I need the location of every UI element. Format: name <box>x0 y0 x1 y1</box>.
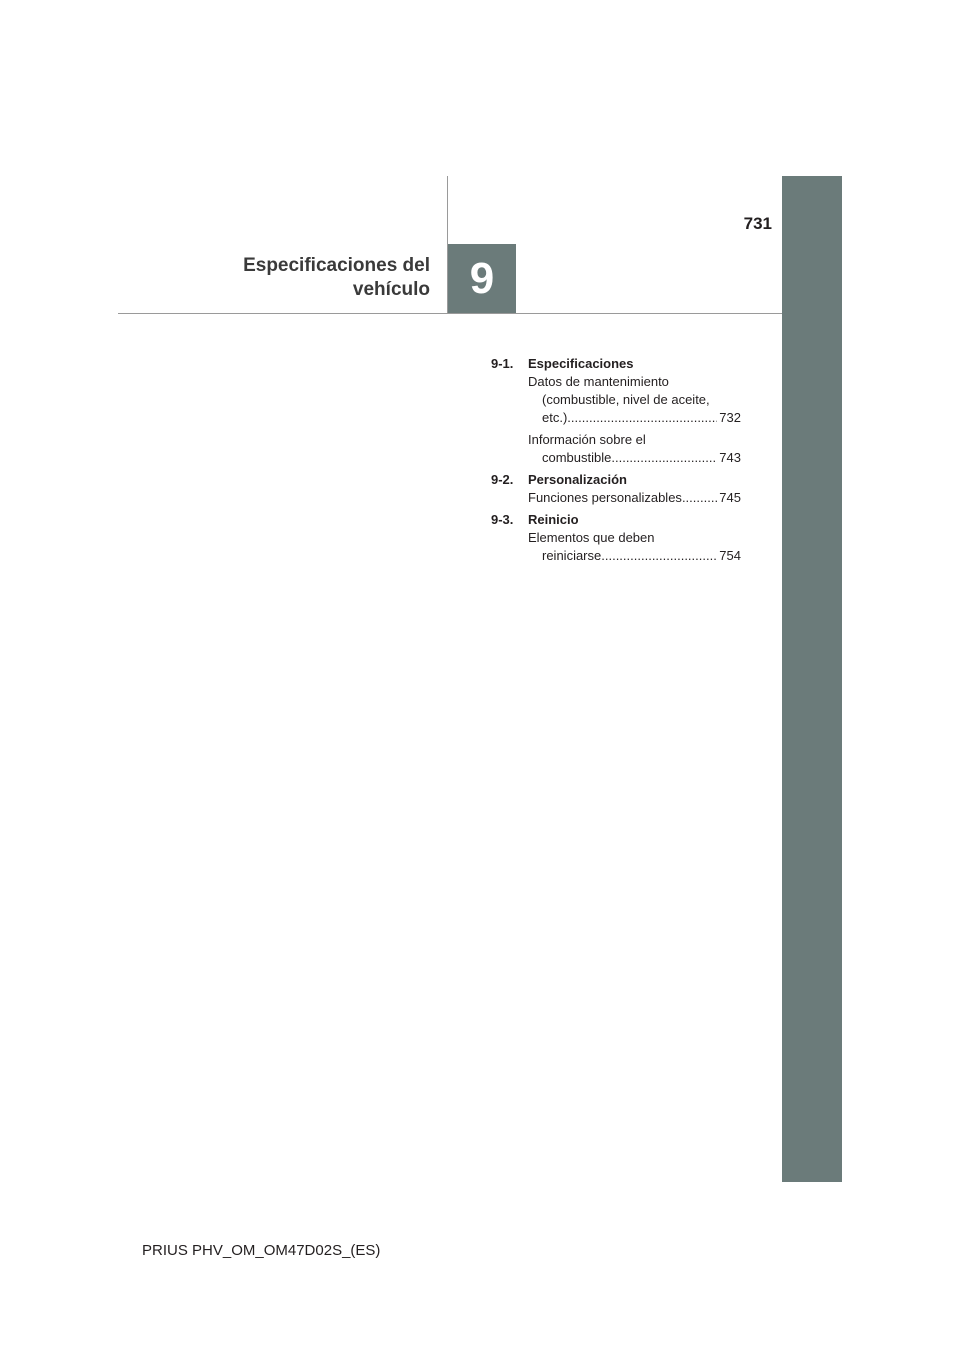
table-of-contents <box>491 355 741 569</box>
toc-entry-maintenance-data[interactable] <box>528 373 741 427</box>
dot-leader <box>611 449 717 467</box>
toc-entry-text: (combustible, nivel de aceite, <box>542 392 710 407</box>
header-rule <box>118 313 782 314</box>
toc-section-number: 9-2. <box>491 472 514 487</box>
dot-leader <box>601 547 717 565</box>
toc-entry-text: Funciones personalizables <box>528 490 682 505</box>
toc-page-ref: 743 <box>719 450 741 465</box>
toc-entry-text: combustible <box>542 450 612 465</box>
toc-entry-text: Elementos que deben <box>528 530 655 545</box>
dot-leader <box>567 409 717 427</box>
toc-section-number: 9-3. <box>491 512 514 527</box>
toc-section-title: Reinicio <box>528 512 579 527</box>
toc-entry-last-line <box>528 547 741 565</box>
page-number: 731 <box>743 214 772 233</box>
toc-section-9-2 <box>491 471 741 507</box>
toc-section-9-3 <box>491 511 741 565</box>
toc-page-ref: 745 <box>719 490 741 505</box>
chapter-number-badge: 9 <box>448 244 516 313</box>
toc-page-ref: 754 <box>719 548 741 563</box>
chapter-title-line-2: vehículo <box>352 279 430 300</box>
toc-section-heading[interactable] <box>491 471 741 489</box>
toc-section-title: Personalización <box>528 472 627 487</box>
toc-entry-last-line <box>528 449 741 467</box>
dot-leader <box>682 489 717 507</box>
side-chapter-tab <box>782 176 842 1182</box>
toc-entry-last-line <box>528 489 741 507</box>
toc-section-title: Especificaciones <box>528 356 634 371</box>
toc-entry-custom-functions[interactable] <box>528 489 741 507</box>
toc-entry-last-line <box>528 409 741 427</box>
toc-entry-text: reiniciarse <box>542 548 602 563</box>
toc-section-9-1 <box>491 355 741 467</box>
toc-entry-text: Información sobre el <box>528 432 646 447</box>
toc-entry-fuel-info[interactable] <box>528 431 741 467</box>
toc-entry-reset-items[interactable] <box>528 529 741 565</box>
toc-section-heading[interactable] <box>491 511 741 529</box>
toc-section-number: 9-1. <box>491 356 514 371</box>
chapter-title <box>200 254 430 302</box>
toc-entry-text: etc.) <box>542 410 568 425</box>
footer-document-id: PRIUS PHV_OM_OM47D02S_(ES) <box>142 1242 381 1259</box>
chapter-title-line-1: Especificaciones del <box>243 255 430 276</box>
toc-section-heading[interactable] <box>491 355 741 373</box>
toc-page-ref: 732 <box>719 410 741 425</box>
toc-entry-text: Datos de mantenimiento <box>528 374 669 389</box>
